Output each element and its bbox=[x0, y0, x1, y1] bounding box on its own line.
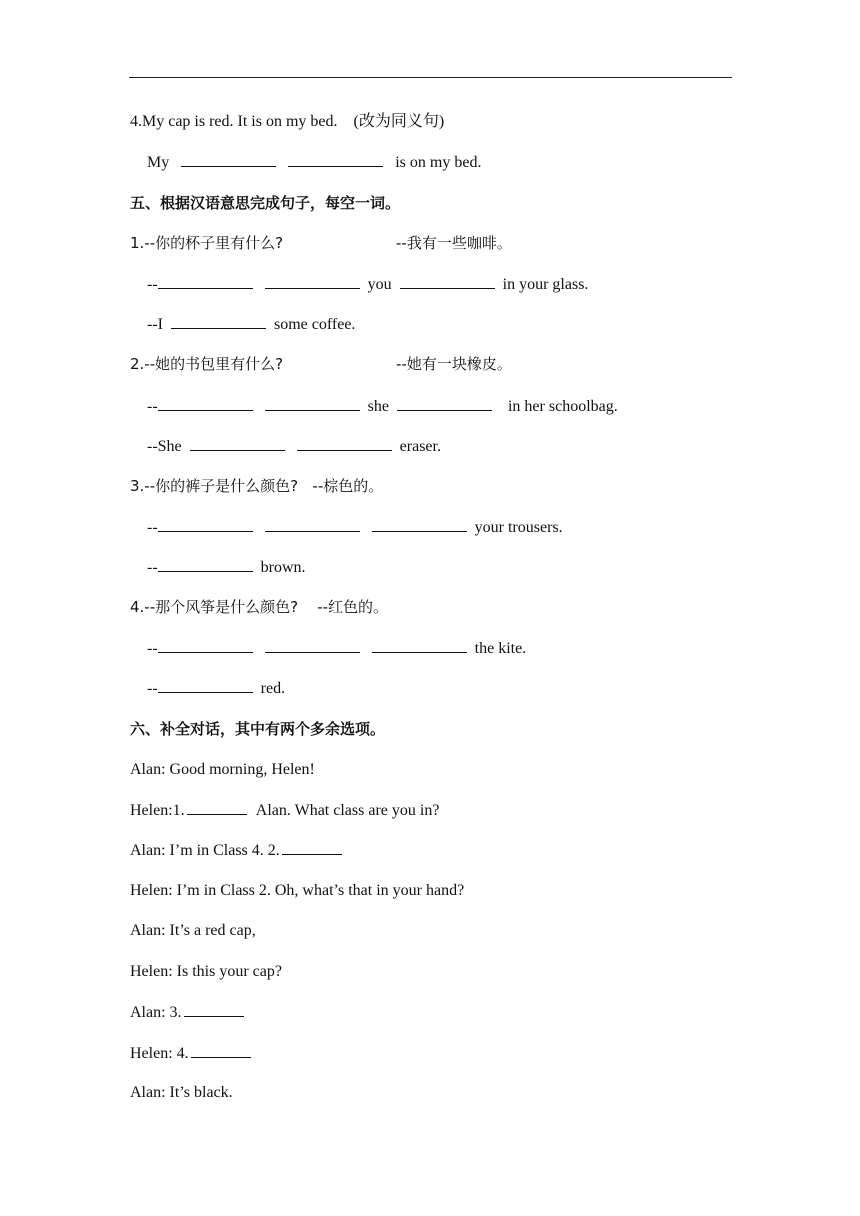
s5-q1-question: 1.--你的杯子里有什么? bbox=[130, 234, 284, 252]
answer-blank[interactable] bbox=[158, 638, 253, 653]
dialogue-text: Alan: I’m in Class 4. 2. bbox=[130, 842, 280, 859]
word: in your glass. bbox=[502, 276, 589, 293]
dash: -- bbox=[147, 680, 158, 697]
section-5-heading: 五、根据汉语意思完成句子，每空一词。 bbox=[130, 194, 401, 212]
dash: -- bbox=[147, 276, 158, 293]
word: she bbox=[367, 398, 389, 415]
answer-blank[interactable] bbox=[397, 396, 492, 411]
s5-q3-line1 bbox=[147, 517, 563, 538]
dialogue-text: Alan. What class are you in? bbox=[255, 802, 440, 819]
answer-blank[interactable] bbox=[400, 274, 495, 289]
word: --I bbox=[147, 316, 163, 333]
q4-prompt: 4.My cap is red. It is on my bed. bbox=[130, 113, 338, 130]
word: brown. bbox=[260, 559, 306, 576]
rewrite-question-4 bbox=[130, 112, 444, 132]
answer-blank[interactable] bbox=[158, 557, 253, 572]
s5-q1-line2 bbox=[147, 314, 355, 335]
dialogue-line: Alan: It’s a red cap, bbox=[130, 922, 256, 939]
answer-blank[interactable] bbox=[265, 274, 360, 289]
q4-instruction: (改为同义句) bbox=[353, 113, 445, 130]
word: your trousers. bbox=[474, 519, 563, 536]
s5-q3-line2 bbox=[147, 557, 306, 578]
s5-q4-line1 bbox=[147, 638, 526, 659]
dialogue-line: Alan: Good morning, Helen! bbox=[130, 761, 315, 778]
answer-blank[interactable] bbox=[158, 517, 253, 532]
answer-blank[interactable] bbox=[191, 1043, 251, 1058]
word: red. bbox=[260, 680, 286, 697]
s5-q3-cn bbox=[130, 476, 383, 496]
s5-q1-cn bbox=[130, 233, 512, 253]
s5-q2-question: 2.--她的书包里有什么? bbox=[130, 355, 284, 373]
dialogue-line bbox=[130, 1002, 246, 1023]
s5-q2-cn bbox=[130, 354, 512, 374]
answer-blank[interactable] bbox=[265, 396, 360, 411]
dialogue-text: Alan: 3. bbox=[130, 1004, 182, 1021]
answer-blank[interactable] bbox=[190, 436, 285, 451]
s5-q3-answer: --棕色的。 bbox=[312, 477, 384, 495]
word: --She bbox=[147, 438, 182, 455]
dialogue-line: Helen: Is this your cap? bbox=[130, 963, 282, 980]
answer-blank[interactable] bbox=[265, 517, 360, 532]
word: the kite. bbox=[474, 640, 527, 657]
dialogue-line: Alan: It’s black. bbox=[130, 1084, 233, 1101]
answer-blank[interactable] bbox=[282, 840, 342, 855]
section-6-heading: 六、补全对话，其中有两个多余选项。 bbox=[130, 720, 386, 738]
s5-q4-answer: --红色的。 bbox=[317, 598, 389, 616]
s5-q2-line2 bbox=[147, 436, 441, 457]
s5-q4-question: 4.--那个风筝是什么颜色? bbox=[130, 598, 299, 616]
answer-blank[interactable] bbox=[171, 314, 266, 329]
word: eraser. bbox=[399, 438, 441, 455]
answer-blank[interactable] bbox=[288, 152, 383, 167]
answer-blank[interactable] bbox=[187, 800, 247, 815]
s5-q2-line1 bbox=[147, 396, 618, 417]
dialogue-line bbox=[130, 840, 344, 861]
word: some coffee. bbox=[273, 316, 356, 333]
dialogue-line: Helen: I’m in Class 2. Oh, what’s that in your hand? bbox=[130, 882, 465, 899]
s5-q4-line2 bbox=[147, 678, 285, 699]
answer-blank[interactable] bbox=[181, 152, 276, 167]
dialogue-line bbox=[130, 800, 439, 821]
answer-blank[interactable] bbox=[297, 436, 392, 451]
answer-blank[interactable] bbox=[265, 638, 360, 653]
word: you bbox=[367, 276, 392, 293]
dash: -- bbox=[147, 519, 158, 536]
q4-answer-start: My bbox=[147, 154, 170, 171]
header-rule bbox=[129, 77, 732, 78]
rewrite-answer-4 bbox=[147, 152, 481, 173]
s5-q2-answer: --她有一块橡皮。 bbox=[396, 355, 512, 373]
s5-q4-cn bbox=[130, 597, 388, 617]
answer-blank[interactable] bbox=[372, 517, 467, 532]
answer-blank[interactable] bbox=[158, 396, 253, 411]
s5-q1-answer: --我有一些咖啡。 bbox=[396, 234, 512, 252]
dialogue-text: Helen:1. bbox=[130, 802, 185, 819]
word: in her schoolbag. bbox=[507, 398, 618, 415]
dialogue-line bbox=[130, 1043, 253, 1064]
s5-q1-line1 bbox=[147, 274, 588, 295]
answer-blank[interactable] bbox=[372, 638, 467, 653]
dash: -- bbox=[147, 640, 158, 657]
s5-q3-question: 3.--你的裤子是什么颜色? bbox=[130, 477, 299, 495]
dash: -- bbox=[147, 559, 158, 576]
answer-blank[interactable] bbox=[158, 274, 253, 289]
dash: -- bbox=[147, 398, 158, 415]
dialogue-text: Helen: 4. bbox=[130, 1045, 189, 1062]
answer-blank[interactable] bbox=[158, 678, 253, 693]
q4-answer-end: is on my bed. bbox=[395, 154, 482, 171]
answer-blank[interactable] bbox=[184, 1002, 244, 1017]
